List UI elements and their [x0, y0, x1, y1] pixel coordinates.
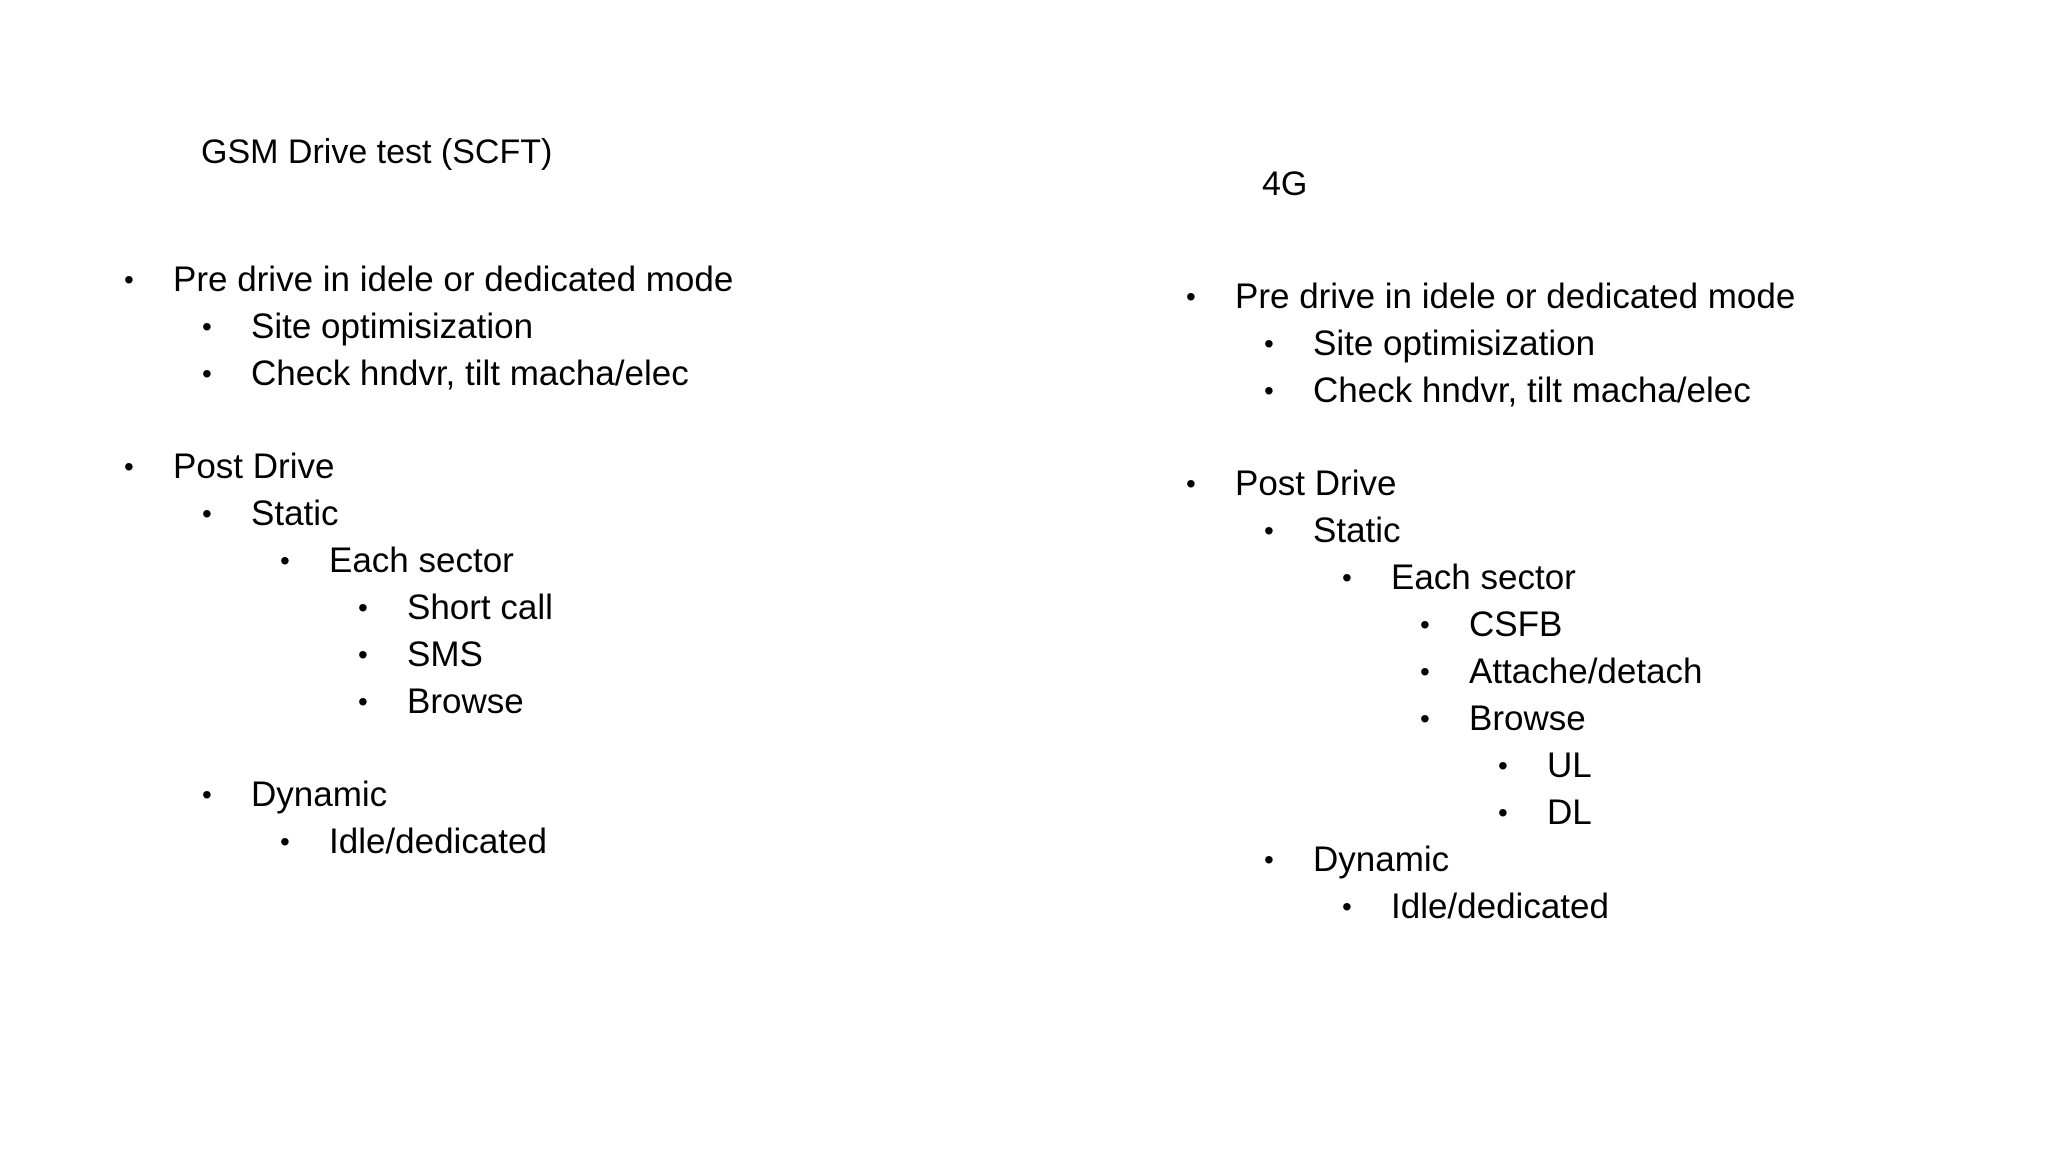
list-item-text: DL	[1547, 793, 1592, 832]
bullet-icon: •	[280, 545, 290, 576]
bullet-icon: •	[124, 264, 134, 295]
list-item-text: Dynamic	[1313, 840, 1450, 879]
list-item	[1342, 555, 1576, 601]
list-item	[358, 585, 553, 631]
list-item	[1420, 602, 1563, 648]
list-item	[124, 257, 734, 303]
list-item	[1342, 884, 1609, 930]
list-item	[124, 444, 335, 490]
list-item	[280, 819, 547, 865]
list-item	[358, 632, 483, 678]
list-item	[1264, 508, 1401, 554]
bullet-icon: •	[202, 498, 212, 529]
bullet-icon: •	[358, 686, 368, 717]
list-item-text: Browse	[407, 682, 524, 721]
list-item	[1420, 696, 1586, 742]
bullet-icon: •	[124, 451, 134, 482]
bullet-icon: •	[1498, 750, 1508, 781]
list-item-text: Post Drive	[1235, 464, 1397, 503]
bullet-icon: •	[1264, 515, 1274, 546]
list-item	[1420, 649, 1703, 695]
list-item-text: Short call	[407, 588, 553, 627]
bullet-icon: •	[1420, 656, 1430, 687]
list-item	[1498, 790, 1592, 836]
list-item	[1264, 837, 1450, 883]
list-item-text: Site optimisization	[1313, 324, 1596, 363]
list-item	[202, 304, 534, 350]
list-item-text: Site optimisization	[251, 307, 534, 346]
bullet-icon: •	[202, 779, 212, 810]
list-item-text: Static	[251, 494, 339, 533]
bullet-icon: •	[202, 311, 212, 342]
bullet-icon: •	[1264, 328, 1274, 359]
list-item-text: Dynamic	[251, 775, 388, 814]
list-item-text: Pre drive in idele or dedicated mode	[1235, 277, 1796, 316]
bullet-icon: •	[1342, 562, 1352, 593]
list-item-text: Static	[1313, 511, 1401, 550]
list-item-text: Post Drive	[173, 447, 335, 486]
list-item	[202, 351, 689, 397]
list-item-text: Check hndvr, tilt macha/elec	[1313, 371, 1751, 410]
bullet-icon: •	[280, 826, 290, 857]
list-item	[1498, 743, 1592, 789]
list-item-text: Each sector	[1391, 558, 1576, 597]
list-item-text: UL	[1547, 746, 1592, 785]
bullet-icon: •	[1264, 844, 1274, 875]
bullet-icon: •	[1420, 703, 1430, 734]
list-item-text: CSFB	[1469, 605, 1563, 644]
bullet-icon: •	[1342, 891, 1352, 922]
bullet-icon: •	[1264, 375, 1274, 406]
left-title: GSM Drive test (SCFT)	[201, 133, 553, 171]
bullet-icon: •	[358, 592, 368, 623]
list-item	[202, 491, 339, 537]
list-item	[358, 679, 524, 725]
bullet-icon: •	[1186, 281, 1196, 312]
list-item	[202, 772, 388, 818]
list-item	[1264, 321, 1596, 367]
bullet-icon: •	[202, 358, 212, 389]
list-item-text: Idle/dedicated	[1391, 887, 1609, 926]
list-item	[280, 538, 514, 584]
bullet-icon: •	[1498, 797, 1508, 828]
bullet-icon: •	[358, 639, 368, 670]
right-title: 4G	[1262, 165, 1308, 203]
list-item-text: Idle/dedicated	[329, 822, 547, 861]
list-item	[1264, 368, 1751, 414]
list-item-text: Pre drive in idele or dedicated mode	[173, 260, 734, 299]
list-item-text: Check hndvr, tilt macha/elec	[251, 354, 689, 393]
list-item-text: Each sector	[329, 541, 514, 580]
bullet-icon: •	[1186, 468, 1196, 499]
list-item	[1186, 461, 1397, 507]
list-item-text: SMS	[407, 635, 483, 674]
list-item-text: Attache/detach	[1469, 652, 1703, 691]
list-item	[1186, 274, 1796, 320]
bullet-icon: •	[1420, 609, 1430, 640]
list-item-text: Browse	[1469, 699, 1586, 738]
